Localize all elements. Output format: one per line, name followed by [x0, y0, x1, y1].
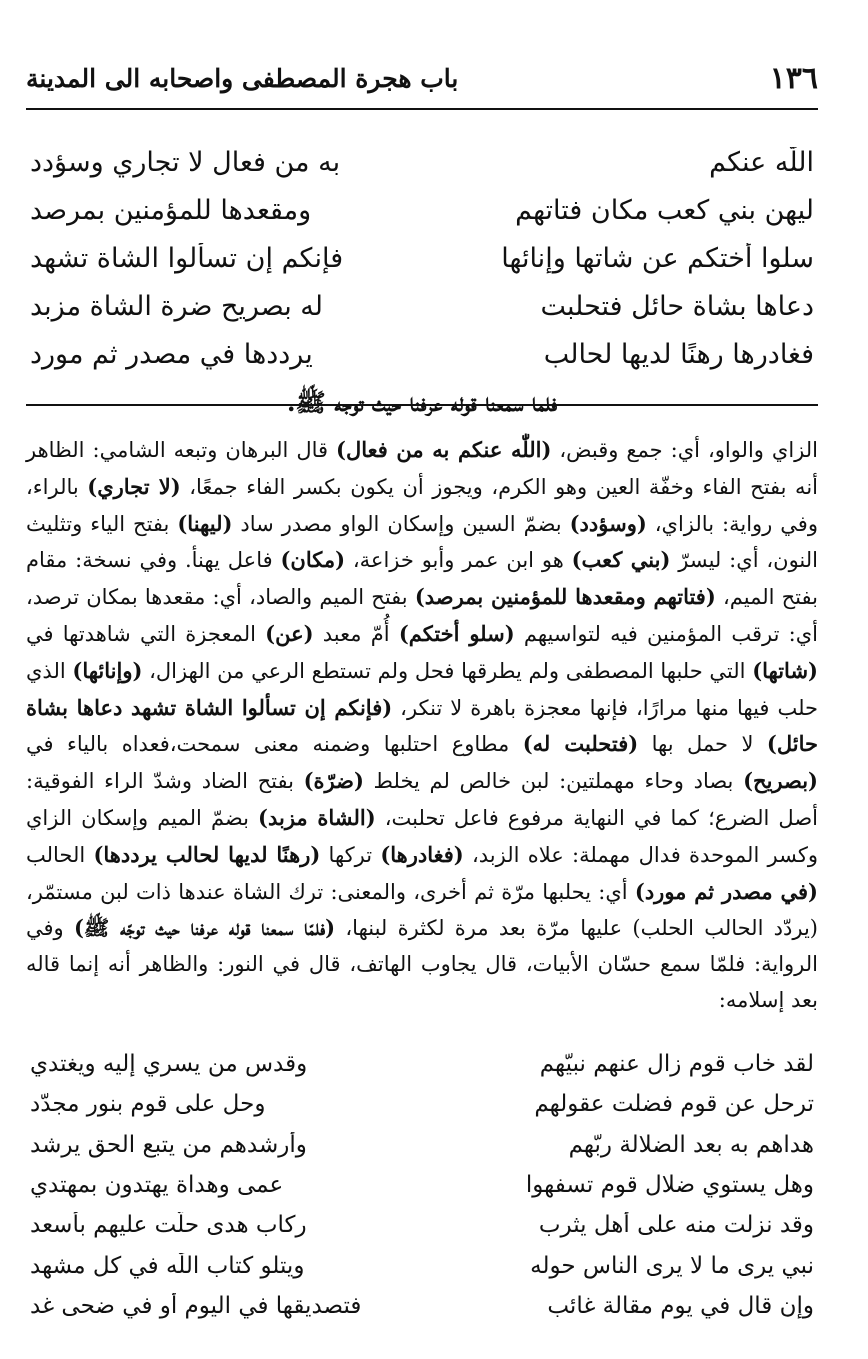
commentary-segment: بفتح الميم والصاد، أي: مقعدها بمكان ترصد، أي: ترقب المؤمنين فيه لتواسيهم: [26, 585, 818, 646]
commentary-bold-phrase: (شاتها): [752, 657, 818, 683]
verse-couplet: [26, 234, 818, 282]
verse-second-hemistich: له بصريح ضرة الشاة مزبد: [30, 290, 324, 322]
poem-couplet: [26, 1245, 818, 1285]
verse-second-hemistich: به من فعال لا تجاري وسؤدد: [30, 146, 341, 178]
commentary-segment: التي حلبها المصطفى ولم يطرقها فحل ولم تستطع الرعي من الهزال،: [142, 658, 753, 683]
poem-second-hemistich: وأرشدهم من يتبع الحق يرشد: [30, 1131, 307, 1158]
poem-first-hemistich: وإن قال في يوم مقالة غائب: [547, 1292, 814, 1319]
poem-second-hemistich: ويتلو كتاب اللّٰه في كل مشهد: [30, 1252, 305, 1279]
poem-second-hemistich: وحل على قوم بنور مجدّد: [30, 1091, 266, 1118]
verse-second-hemistich: يرددها في مصدر ثم مورد: [30, 338, 313, 370]
verse-first-hemistich: فغادرها رهنًا لديها لحالب: [543, 338, 814, 370]
verse-closing-line: فلما سمعنا قوله عرفنا حيث توجه ﷺ.: [286, 387, 558, 417]
poem-second-hemistich: ركاب هدى حلّت عليهم بأسعد: [30, 1212, 307, 1239]
commentary-segment: لا حمل بها: [638, 732, 767, 757]
verse-first-hemistich: دعاها بشاة حائل فتحلبت: [540, 290, 814, 322]
commentary-segment: المعجزة التي شاهدتها في: [26, 621, 266, 646]
poem-block: [26, 1044, 818, 1326]
poem-second-hemistich: فتصديقها في اليوم أو في ضحى غد: [30, 1292, 362, 1319]
commentary-bold-phrase: (مكان): [280, 547, 346, 573]
commentary-bold-phrase: (لا تجاري): [87, 473, 181, 499]
commentary-bold-phrase: (بصريح): [743, 768, 818, 794]
poem-first-hemistich: وهل يستوي ضلال قوم تسفهوا: [525, 1172, 814, 1199]
poem-second-hemistich: وقدس من يسري إليه ويغتدي: [30, 1051, 308, 1078]
commentary-bold-phrase: (فلمّا سمعنا قوله عرفنا حيث توجّه ﷺ): [73, 915, 336, 941]
poem-couplet: [26, 1286, 818, 1326]
poem-second-hemistich: عمى وهداة يهتدون بمهتدي: [30, 1172, 284, 1199]
commentary-bold-phrase: (رهنًا لديها لحالب يرددها): [93, 841, 321, 867]
section-divider: [26, 404, 818, 406]
commentary-segment: قال البرهان وتبعه الشامي: الظاهر أنه بفتح الفاء وخفّة العين وهو الكرم، ويجوز أن يكون بكسر الفاء جمعًا،: [26, 438, 819, 499]
commentary-segment: أي: يحلبها مرّة ثم أخرى، والمعنى: ترك الشاة عندها ذات لبن مستمّر، (يردّد الحالب الحلب) عليها مرّة بعد مرة لكثرة لبنها،: [26, 879, 819, 941]
commentary-segment: بضمّ الميم وإسكان الزاي وكسر الموحدة فدال مهملة: علاه الزبد،: [26, 805, 818, 867]
commentary-bold-phrase: (الشاة مزبد): [258, 804, 376, 830]
commentary-bold-phrase: (بني كعب): [571, 547, 671, 573]
verse-second-hemistich: فإنكم إن تسألوا الشاة تشهد: [30, 242, 344, 274]
commentary-segment: وفي الرواية: فلمّا سمع حسّان الأبيات، قال يجاوب الهاتف، قال في النور: والظاهر أنه إنما قاله بعد إسلامه:: [26, 916, 818, 1012]
commentary-bold-phrase: (فتاتهم ومقعدها للمؤمنين بمرصد): [414, 584, 716, 610]
verse-couplet: [26, 186, 818, 234]
commentary-segment: بضمّ السين وإسكان الواو مصدر ساد: [232, 511, 570, 536]
verse-first-hemistich: ليهن بني كعب مكان فتاتهم: [515, 194, 814, 226]
commentary-segment: الزاي والواو، أي: جمع وقبض،: [551, 438, 818, 462]
running-title: باب هجرة المصطفى واصحابه الى المدينة: [26, 63, 459, 93]
poem-first-hemistich: هداهم به بعد الضلالة ربّهم: [568, 1131, 814, 1158]
poem-first-hemistich: نبي يرى ما لا يرى الناس حوله: [530, 1252, 814, 1279]
verse-second-hemistich: ومقعدها للمؤمنين بمرصد: [30, 194, 312, 226]
commentary-bold-phrase: (ليهنا): [177, 510, 233, 536]
commentary-bold-phrase: (فتحلبت له): [522, 731, 639, 757]
commentary-bold-phrase: (فإنكم إن تسألوا الشاة تشهد دعاها بشاة حائل): [26, 694, 818, 757]
poem-couplet: [26, 1205, 818, 1245]
commentary-bold-phrase: (اللّٰه عنكم به من فعال): [336, 437, 552, 462]
verse-couplet: [26, 330, 818, 378]
poem-first-hemistich: لقد خاب قوم زال عنهم نبيّهم: [539, 1051, 814, 1078]
poem-couplet: [26, 1084, 818, 1124]
commentary-bold-phrase: (وسؤدد): [569, 510, 647, 536]
commentary-bold-phrase: (وإنائها): [72, 657, 143, 683]
verse-block: [26, 138, 818, 432]
commentary-text: [26, 432, 818, 1019]
verse-first-hemistich: سلوا أختكم عن شاتها وإنائها: [501, 242, 814, 274]
commentary-bold-phrase: (ضرّة): [303, 768, 364, 794]
verse-couplet: [26, 282, 818, 330]
commentary-bold-phrase: (فغادرها): [380, 841, 464, 867]
poem-first-hemistich: ترحل عن قوم فضلت عقولهم: [534, 1091, 814, 1118]
commentary-segment: مطاوع احتلبها وضمنه معنى سمحت،فعداه بالياء في: [26, 732, 523, 757]
commentary-segment: بصاد وحاء مهملتين: لبن خالص لم يخلط: [363, 769, 744, 794]
commentary-segment: الحالب: [26, 842, 94, 867]
poem-couplet: [26, 1044, 818, 1084]
commentary-bold-phrase: (في مصدر ثم مورد): [634, 878, 818, 904]
commentary-segment: فاعل يهنأ. وفي نسخة: مقام بفتح الميم،: [26, 548, 818, 610]
commentary-segment: بفتح الضاد وشدّ الراء الفوقية: أصل الضرع؛ كما في النهاية مرفوع فاعل تحلبت،: [26, 769, 818, 830]
commentary-bold-phrase: (عن): [265, 620, 314, 646]
commentary-bold-phrase: (سلو أختكم): [398, 620, 515, 646]
commentary-segment: بالراء، وفي رواية: بالزاي،: [26, 474, 818, 536]
poem-first-hemistich: وقد نزلت منه على أهل يثرب: [538, 1212, 814, 1239]
commentary-segment: بفتح الياء وتثليث النون، أي: ليسرّ: [26, 511, 818, 573]
page-number: ١٣٦: [769, 60, 818, 96]
poem-couplet: [26, 1125, 818, 1165]
verse-couplet: [26, 138, 818, 186]
poem-couplet: [26, 1165, 818, 1205]
commentary-segment: تركها: [320, 842, 381, 867]
commentary-segment: أُمّ معبد: [313, 621, 399, 646]
page-header: [26, 56, 818, 110]
verse-first-hemistich: اللّٰه عنكم: [709, 146, 814, 178]
commentary-segment: الذي حلب فيها منها مرارًا، فإنها معجزة باهرة لا تنكر،: [26, 658, 818, 720]
commentary-segment: هو ابن عمر وأبو خزاعة،: [345, 548, 572, 573]
